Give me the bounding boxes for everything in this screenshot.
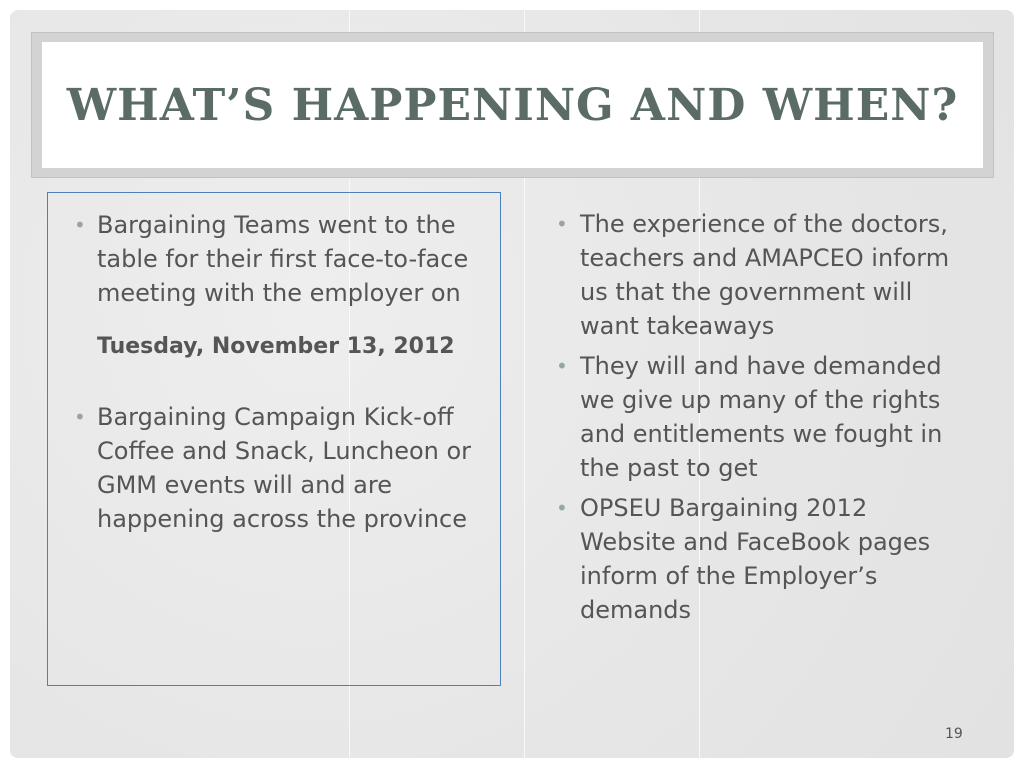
page-number: 19	[945, 726, 963, 742]
left-bullet-list-2	[48, 400, 500, 536]
left-bullet-list	[48, 193, 500, 310]
slide	[10, 10, 1014, 758]
slide-title: WHAT’S HAPPENING AND WHEN?	[66, 79, 959, 131]
left-content-box	[47, 192, 501, 686]
meeting-date: Tuesday, November 13, 2012	[97, 334, 455, 359]
bullet-experience: • The experience of the doctors, teachers and AMAPCEO inform us that the government will want takeaways	[530, 207, 970, 343]
title-frame	[31, 32, 994, 178]
bullet-website: • OPSEU Bargaining 2012 Website and FaceBook pages inform of the Employer’s demands	[530, 491, 970, 627]
title-box	[42, 42, 983, 168]
bullet-first-meeting: • Bargaining Teams went to the table for their first face-to-face meeting with the employer on	[48, 208, 500, 310]
right-bullet-list	[530, 192, 970, 627]
right-content-column	[530, 192, 970, 702]
bullet-campaign-events: • Bargaining Campaign Kick-off Coffee and Snack, Luncheon or GMM events will and are happening across the province	[48, 400, 500, 536]
bullet-demands: • They will and have demanded we give up many of the rights and entitlements we fought in the past to get	[530, 349, 970, 485]
